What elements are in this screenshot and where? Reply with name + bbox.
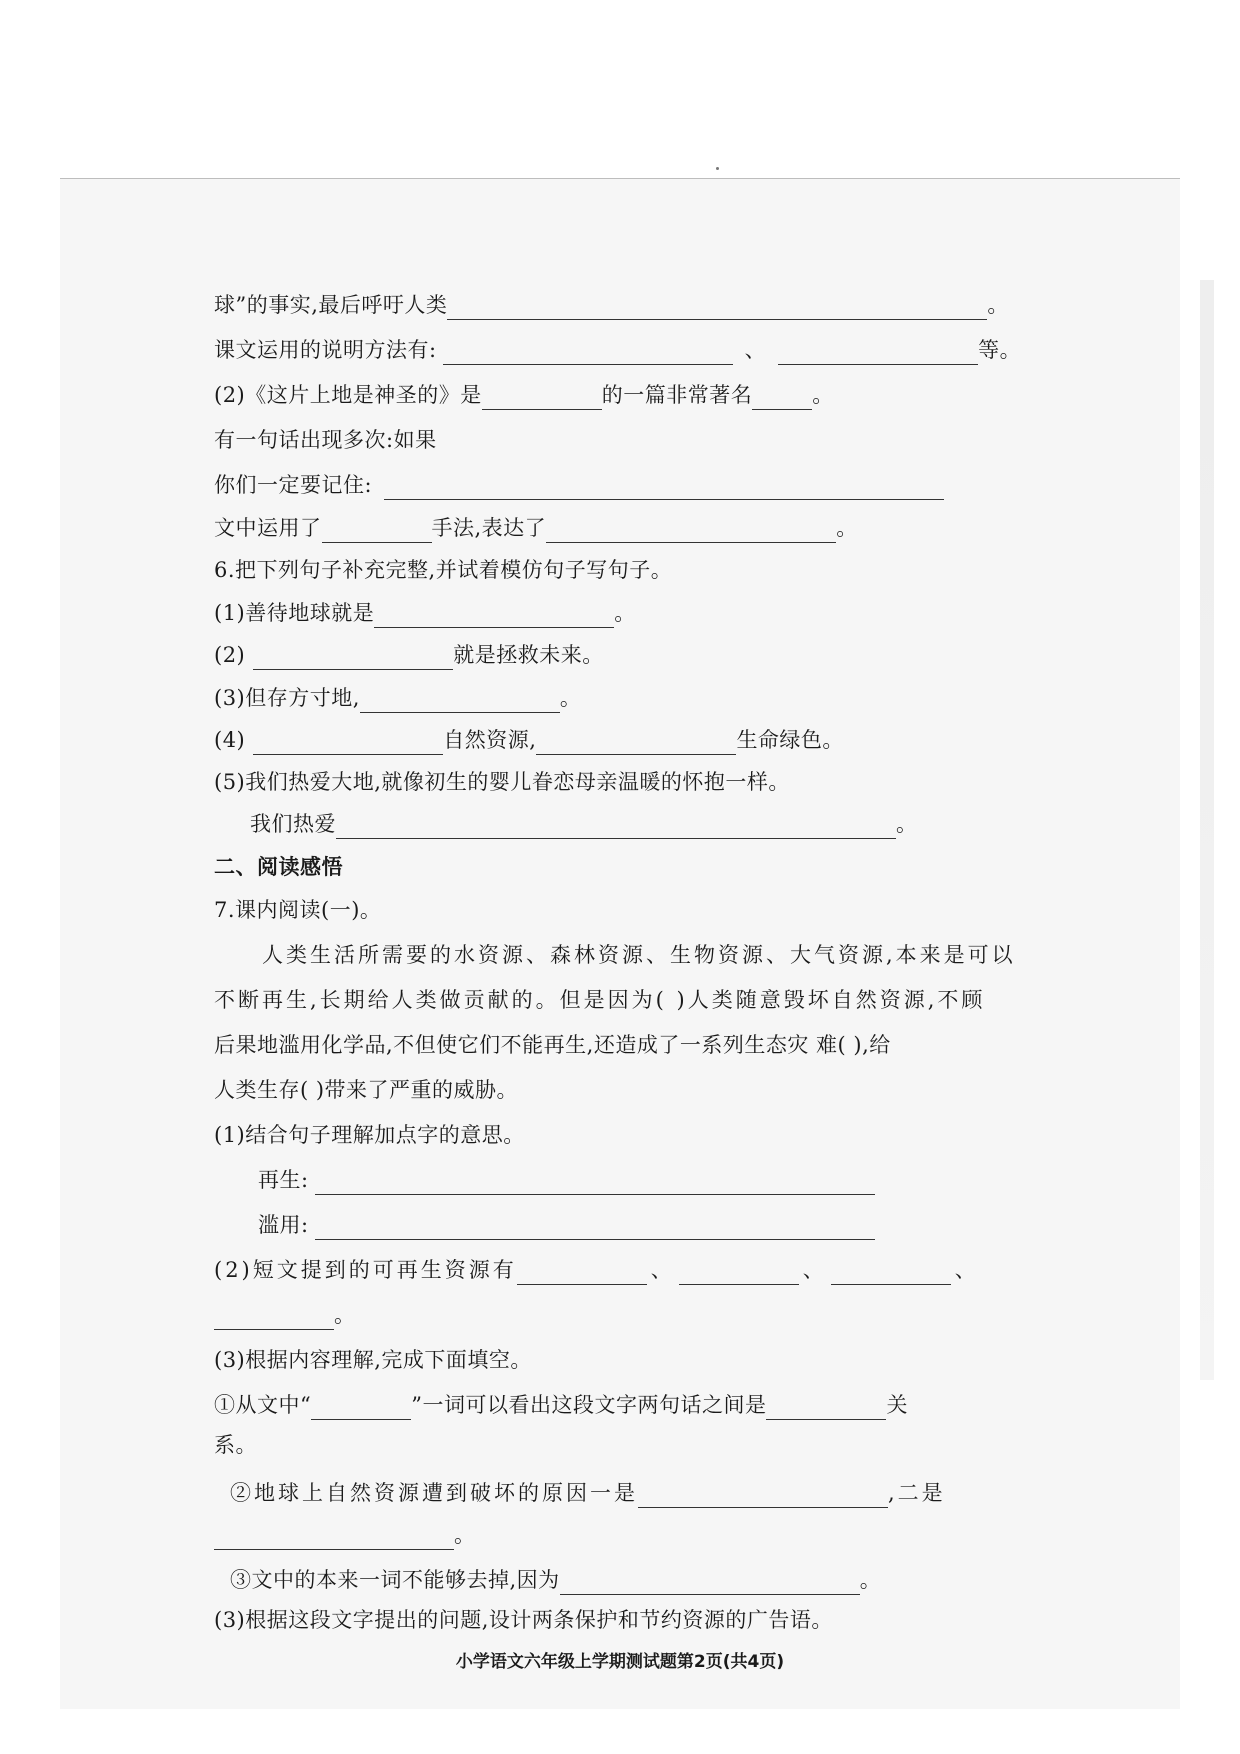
fill-1: ①从文中“ ”一词可以看出这段文字两句话之间是 关: [214, 1390, 908, 1420]
blank-res-3[interactable]: [831, 1260, 951, 1285]
line-5: 你们一定要记住:: [214, 470, 944, 500]
question-7-3: (3)根据内容理解,完成下面填空。: [214, 1348, 532, 1372]
line-1: 球”的事实,最后呼吁人类 。: [214, 290, 1009, 320]
word-regenerate: 再生:: [258, 1165, 875, 1195]
sentence-5-imitate: 我们热爱 。: [250, 809, 918, 839]
blank-appeal[interactable]: [447, 295, 987, 320]
blank-res-1[interactable]: [517, 1260, 647, 1285]
blank-res-4[interactable]: [214, 1305, 334, 1330]
question-7-4: (3)根据这段文字提出的问题,设计两条保护和节约资源的广告语。: [214, 1608, 833, 1632]
blank-method-2[interactable]: [778, 340, 978, 365]
blank-s4-1[interactable]: [253, 730, 443, 755]
section-2-title: 二、阅读感悟: [214, 855, 343, 879]
blank-s2[interactable]: [253, 645, 453, 670]
passage-line-1: 人类生活所需要的水资源、森林资源、生物资源、大气资源,本来是可以: [262, 943, 1016, 967]
blank-connective[interactable]: [311, 1395, 411, 1420]
passage-line-3: 后果地滥用化学品,不但使它们不能再生,还造成了一系列生态灾 难( ),给: [214, 1033, 891, 1057]
word-abuse: 滥用:: [258, 1210, 875, 1240]
blank-s5[interactable]: [336, 814, 896, 839]
passage-line-4: 人类生存( )带来了严重的威胁。: [214, 1078, 519, 1102]
sentence-4: (4) 自然资源, 生命绿色。: [214, 725, 844, 755]
sentence-1: (1)善待地球就是 。: [214, 598, 636, 628]
line-6: 文中运用了 手法,表达了 。: [214, 513, 858, 543]
sentence-2: (2) 就是拯救未来。: [214, 640, 604, 670]
page-dot: [716, 167, 719, 170]
blank-technique[interactable]: [322, 518, 432, 543]
question-7-2-cont: 。: [214, 1300, 356, 1330]
blank-method-1[interactable]: [443, 340, 733, 365]
blank-expression[interactable]: [546, 518, 836, 543]
blank-reason-1[interactable]: [638, 1483, 888, 1508]
fill-2: ②地球上自然资源遭到破坏的原因一是 ,二是: [230, 1478, 946, 1508]
blank-s3[interactable]: [360, 688, 560, 713]
question-6: 6.把下列句子补充完整,并试着模仿句子写句子。: [214, 558, 673, 582]
question-7-2: (2)短文提到的可再生资源有 、 、 、: [214, 1255, 979, 1285]
blank-remember[interactable]: [384, 475, 944, 500]
page-footer: 小学语文六年级上学期测试题第2页(共4页): [455, 1652, 785, 1672]
bleed-through-margin: [1200, 280, 1214, 1380]
fill-3: ③文中的本来一词不能够去掉,因为 。: [230, 1565, 881, 1595]
blank-s4-2[interactable]: [536, 730, 736, 755]
passage-line-2: 不断再生,长期给人类做贡献的。但是因为( )人类随意毁坏自然资源,不顾: [214, 988, 986, 1012]
question-7: 7.课内阅读(一)。: [214, 898, 382, 922]
line-2: 课文运用的说明方法有: 、 等。: [214, 335, 1021, 365]
line-4: 有一句话出现多次:如果: [214, 428, 437, 452]
fill-1-cont: 系。: [214, 1433, 257, 1457]
line-3: (2)《这片上地是神圣的》是 的一篇非常著名 。: [214, 380, 834, 410]
blank-genre[interactable]: [752, 385, 812, 410]
sentence-5: (5)我们热爱大地,就像初生的婴儿眷恋母亲温暖的怀抱一样。: [214, 770, 790, 794]
blank-reason-2[interactable]: [214, 1525, 454, 1550]
blank-s1[interactable]: [374, 603, 614, 628]
blank-abuse[interactable]: [315, 1215, 875, 1240]
fill-2-cont: 。: [214, 1520, 476, 1550]
blank-author[interactable]: [482, 385, 602, 410]
blank-regenerate[interactable]: [315, 1170, 875, 1195]
blank-res-2[interactable]: [679, 1260, 799, 1285]
blank-reason-3[interactable]: [560, 1570, 860, 1595]
sentence-3: (3)但存方寸地, 。: [214, 683, 581, 713]
question-7-1: (1)结合句子理解加点字的意思。: [214, 1123, 525, 1147]
blank-relation[interactable]: [766, 1395, 886, 1420]
